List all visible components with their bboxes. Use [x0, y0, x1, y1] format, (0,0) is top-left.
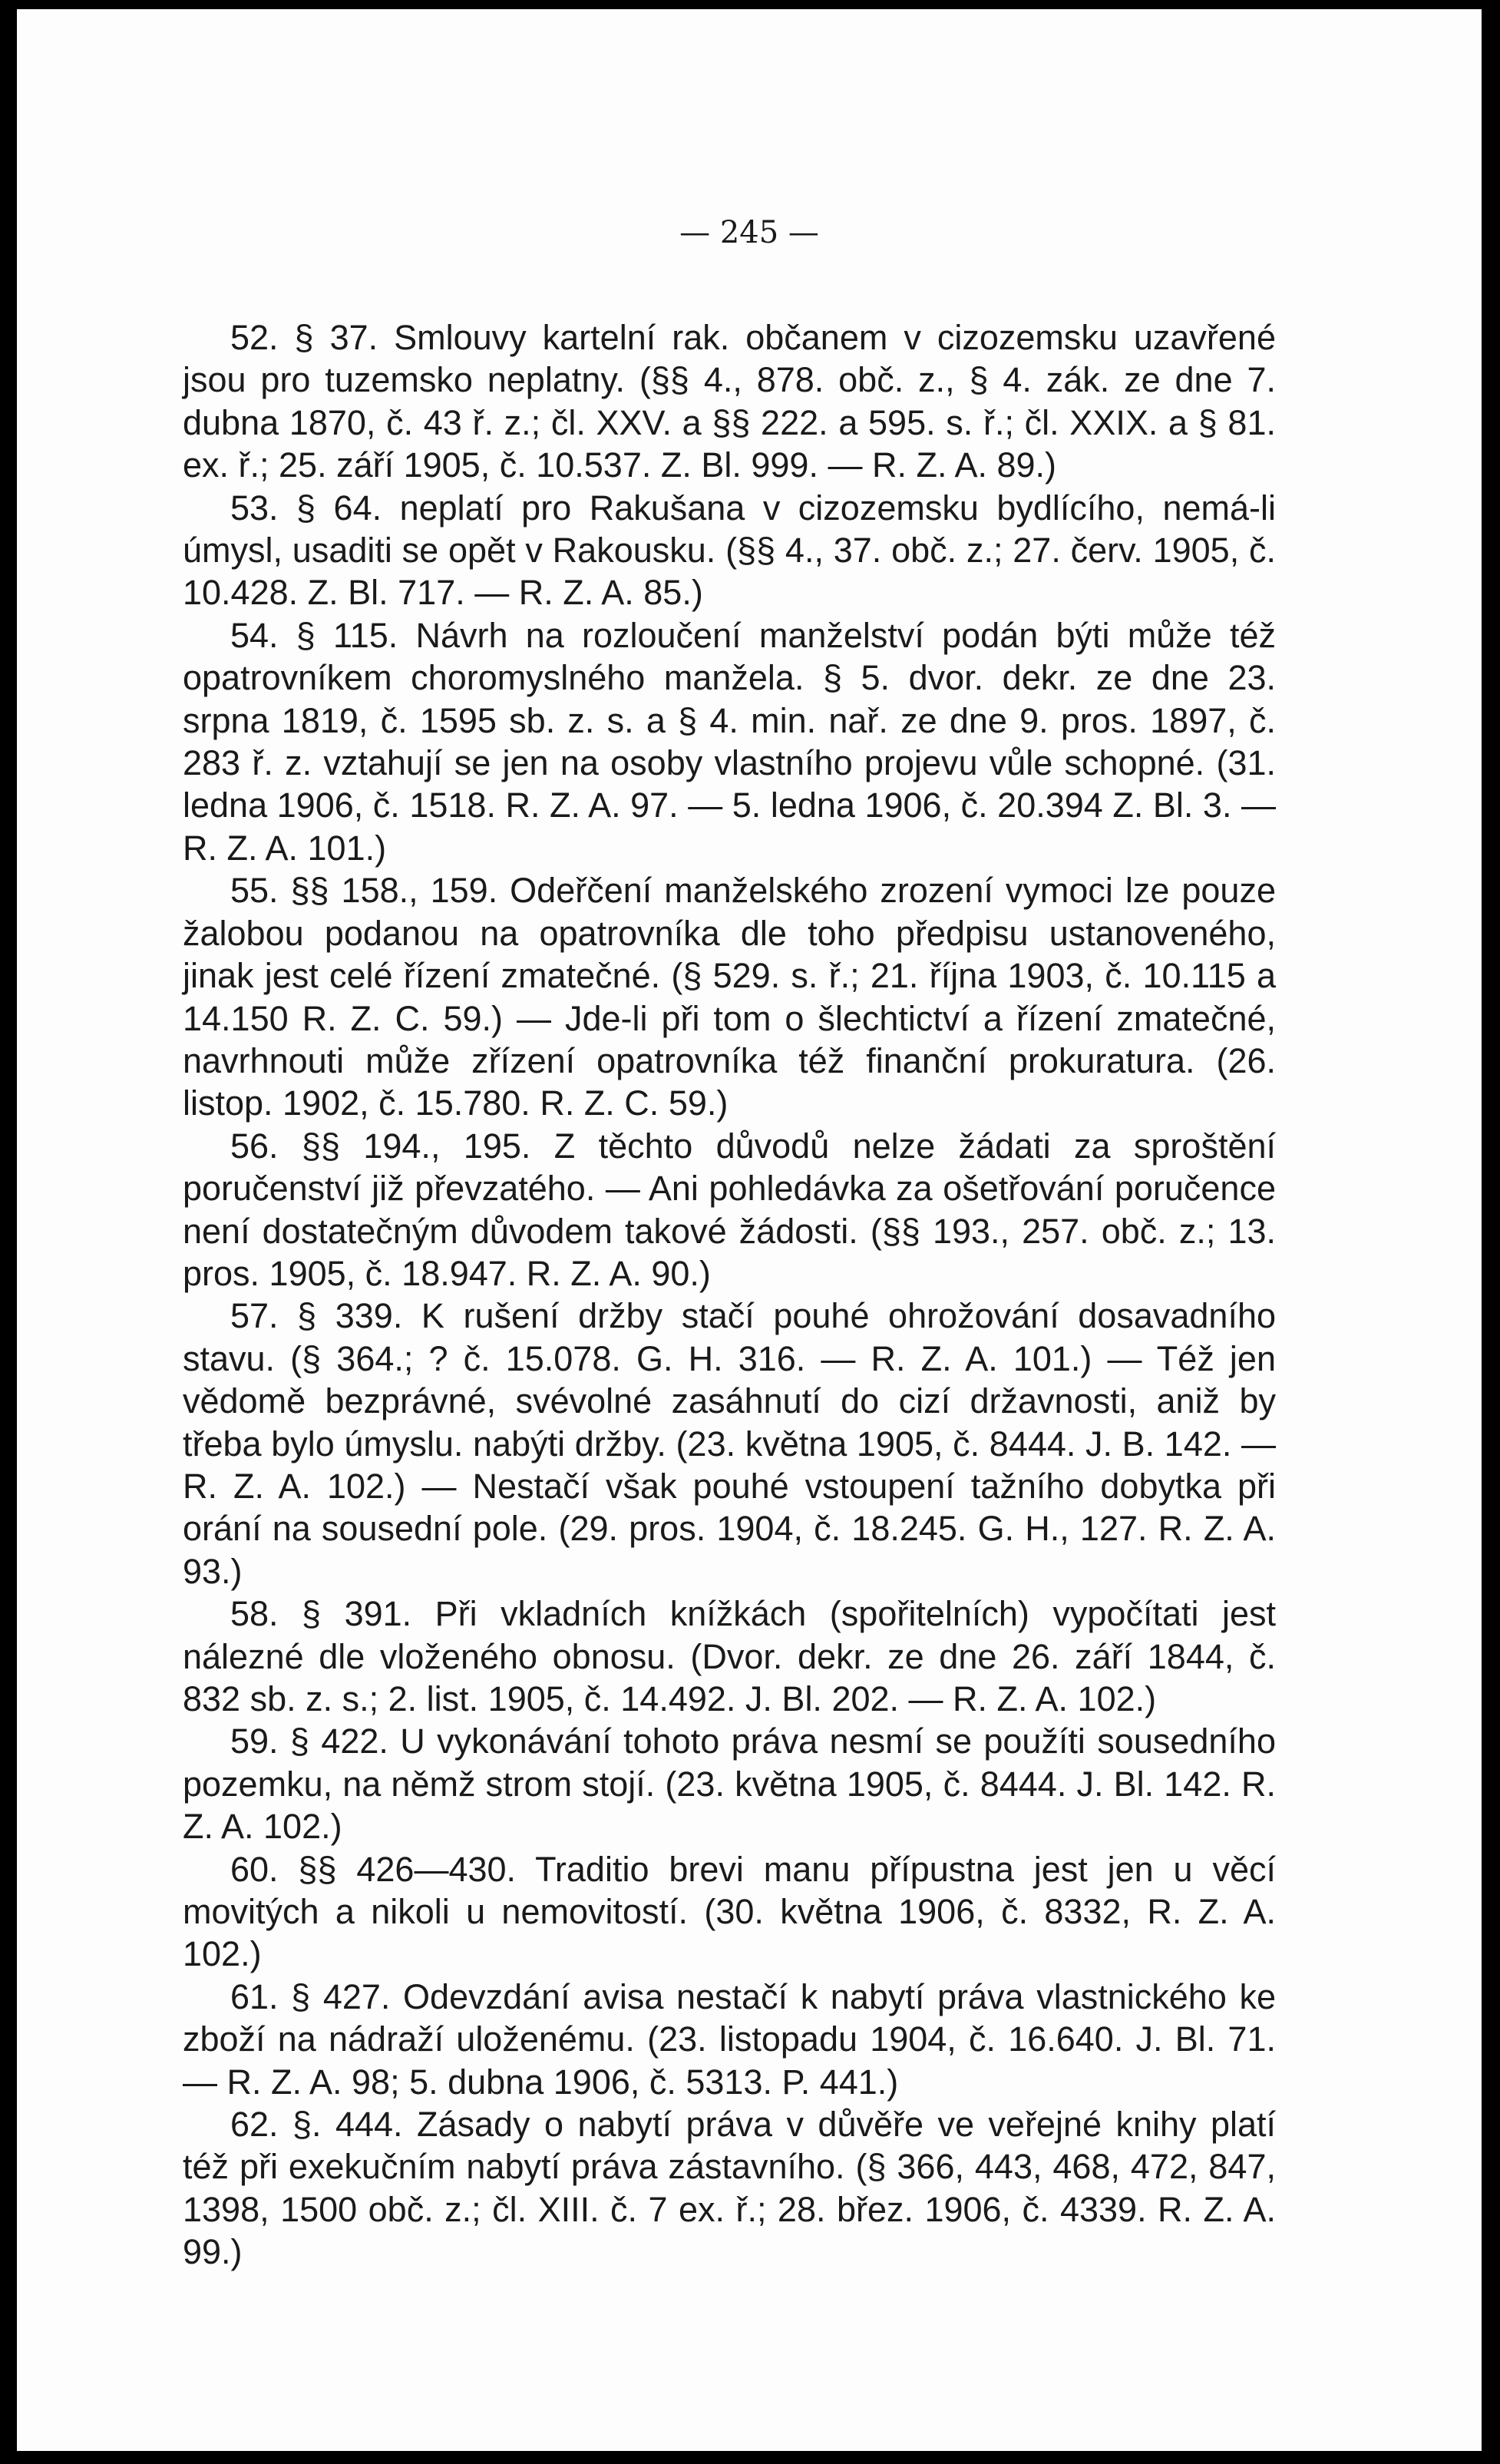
page-number: — 245 — — [679, 215, 819, 250]
entry-58: 58. § 391. Při vkladních knížkách (spořitelních) vypočítati jest nálezné dle vloženého obnosu. (Dvor. dekr. ze dne 26. září 1844, č. 832 sb. z. s.; 2. list. 1905, č. 14.492. J. Bl. 202. — R. Z. A. 102.) — [183, 1594, 1276, 1718]
entry-53: 53. § 64. neplatí pro Rakušana v cizozemsku bydlícího, nemá-li úmysl, usaditi se opět v Rakousku. (§§ 4., 37. obč. z.; 27. červ. 1905, č. 10.428. Z. Bl. 717. — R. Z. A. 85.) — [183, 488, 1276, 613]
page-body — [183, 316, 1276, 2274]
book-page — [17, 9, 1482, 2451]
entry-59: 59. § 422. U vykonávání tohoto práva nesmí se použíti sousedního pozemku, na němž strom stojí. (23. května 1905, č. 8444. J. Bl. 142. R. Z. A. 102.) — [183, 1721, 1276, 1847]
entry-54: 54. § 115. Návrh na rozloučení manželství podán býti může též opatrovníkem choromyslného manžela. § 5. dvor. dekr. ze dne 23. srpna 1819, č. 1595 sb. z. s. a § 4. min. nař. ze dne 9. pros. 1897, č. 283 ř. z. vztahují se jen na osoby vlastního projevu vůle schopné. (31. ledna 1906, č. 1518. R. Z. A. 97. — 5. ledna 1906, č. 20.394 Z. Bl. 3. — R. Z. A. 101.) — [183, 615, 1276, 868]
entry-61: 61. § 427. Odevzdání avisa nestačí k nabytí práva vlastnického ke zboží na nádraží uloženému. (23. listopadu 1904, č. 16.640. J. Bl. 71. — R. Z. A. 98; 5. dubna 1906, č. 5313. P. 441.) — [183, 1976, 1276, 2102]
entry-57: 57. § 339. K rušení držby stačí pouhé ohrožování dosavadního stavu. (§ 364.; ? č. 15.078. G. H. 316. — R. Z. A. 101.) — Též jen vědomě bezprávné, svévolné zasáhnutí do cizí državnosti, aniž by třeba bylo úmyslu. nabýti držby. (23. května 1905, č. 8444. J. B. 142. — R. Z. A. 102.) — Nestačí však pouhé vstoupení tažního dobytka při orání na sousední pole. (29. pros. 1904, č. 18.245. G. H., 127. R. Z. A. 93.) — [183, 1296, 1276, 1591]
entry-60: 60. §§ 426—430. Traditio brevi manu přípustna jest jen u věcí movitých a nikoli u nemovitostí. (30. května 1906, č. 8332, R. Z. A. 102.) — [183, 1849, 1276, 1974]
entry-52: 52. § 37. Smlouvy kartelní rak. občanem v cizozemsku uzavřené jsou pro tuzemsko neplatny. (§§ 4., 878. obč. z., § 4. zák. ze dne 7. dubna 1870, č. 43 ř. z.; čl. XXV. a §§ 222. a 595. s. ř.; čl. XXIX. a § 81. ex. ř.; 25. září 1905, č. 10.537. Z. Bl. 999. — R. Z. A. 89.) — [183, 318, 1276, 485]
entry-55: 55. §§ 158., 159. Odeřčení manželského zrození vymoci lze pouze žalobou podanou na opatrovníka dle toho předpisu ustanoveného, jinak jest celé řízení zmatečné. (§ 529. s. ř.; 21. října 1903, č. 10.115 a 14.150 R. Z. C. 59.) — Jde-li při tom o šlechtictví a řízení zmatečné, navrhnouti může zřízení opatrovníka též finanční prokuratura. (26. listop. 1902, č. 15.780. R. Z. C. 59.) — [183, 871, 1276, 1123]
entry-56: 56. §§ 194., 195. Z těchto důvodů nelze žádati za sproštění poručenství již převzatého. — Ani pohledávka za ošetřování poručence není dostatečným důvodem takové žádosti. (§§ 193., 257. obč. z.; 13. pros. 1905, č. 18.947. R. Z. A. 90.) — [183, 1126, 1276, 1293]
entry-62: 62. §. 444. Zásady o nabytí práva v důvěře ve veřejné knihy platí též při exekučním nabytí práva zástavního. (§ 366, 443, 468, 472, 847, 1398, 1500 obč. z.; čl. XIII. č. 7 ex. ř.; 28. břez. 1906, č. 4339. R. Z. A. 99.) — [183, 2105, 1276, 2272]
